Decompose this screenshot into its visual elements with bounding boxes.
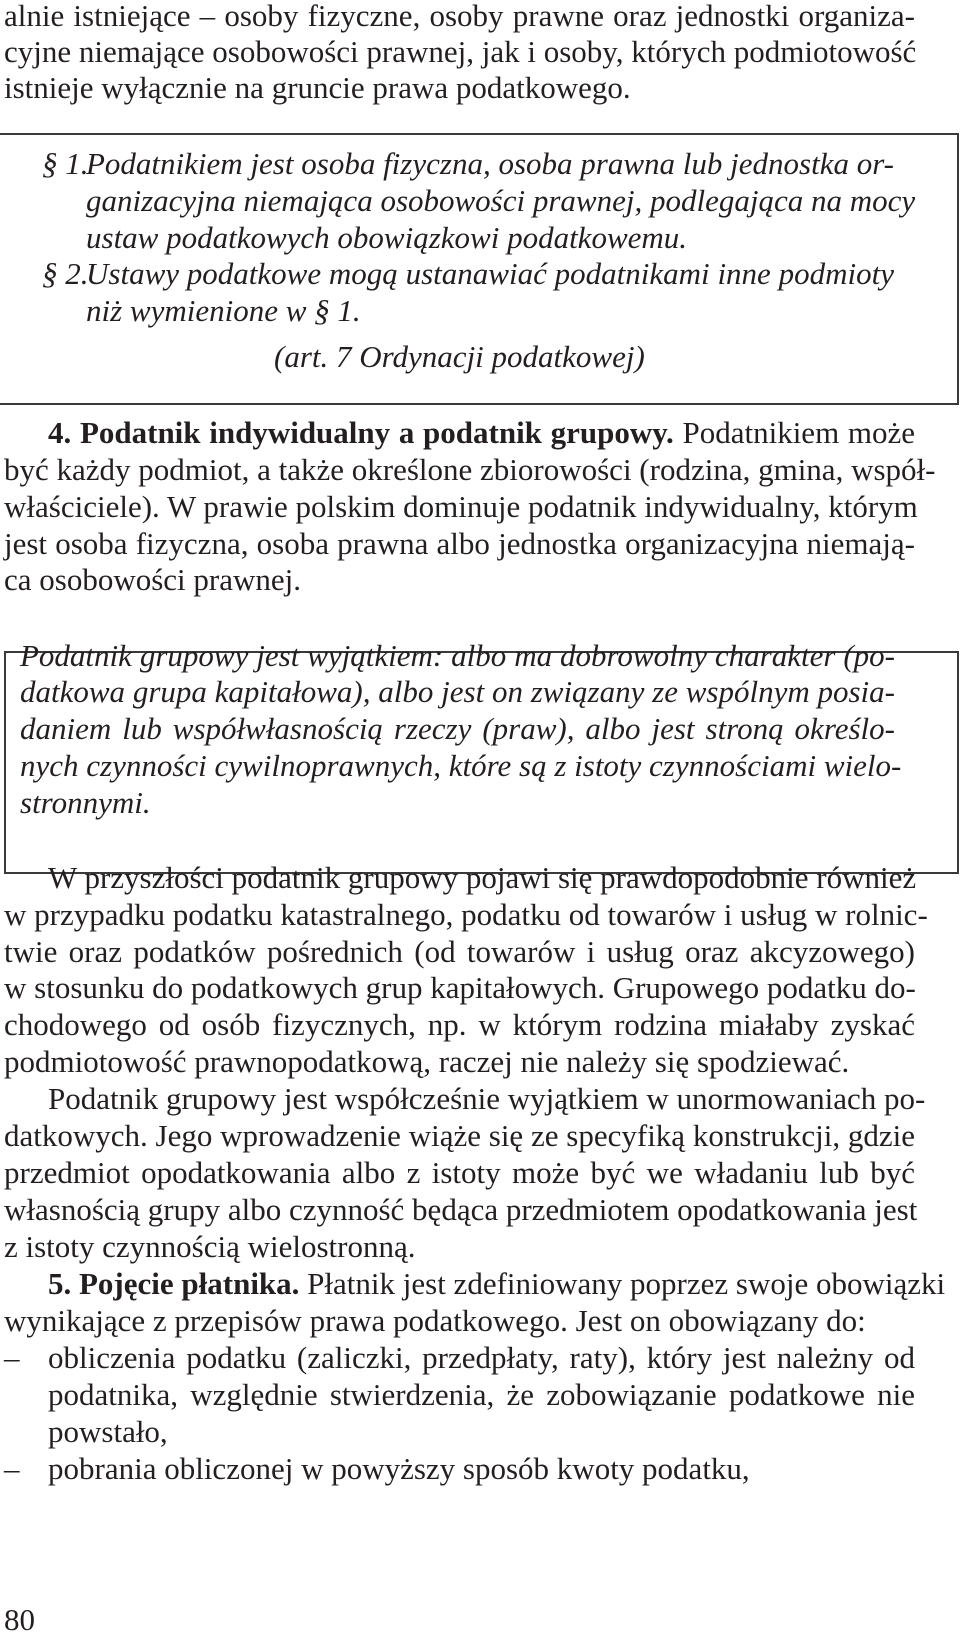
section-4-line-4: jest osoba fizyczna, osoba prawna albo jednostka organizacyjna niemają- — [4, 526, 915, 561]
intro-line-2: cyjne niemające osobowości prawnej, jak i osoby, których podmiotowość — [4, 34, 917, 69]
paragraph-2-marker: § 2. — [42, 256, 89, 291]
list-item-2-line-1: pobrania obliczonej w powyższy sposób kwoty podatku, — [48, 1451, 750, 1486]
list-item-1-line-3: powstało, — [48, 1414, 168, 1449]
future-para-line-1: W przyszłości podatnik grupowy pojawi się prawdopodobnie również — [48, 860, 917, 895]
quote1-p2-line-1: Ustawy podatkowe mogą ustanawiać podatnikami inne podmioty — [86, 256, 894, 291]
quote2-line-1: Podatnik grupowy jest wyjątkiem: albo ma dobrowolny charakter (po- — [20, 638, 895, 673]
intro-line-1: alnie istniejące – osoby fizyczne, osoby prawne oraz jednostki organiza- — [4, 0, 915, 33]
group-para-line-5: z istoty czynnością wielostronną. — [4, 1229, 416, 1264]
paragraph-1-marker: § 1. — [42, 146, 89, 181]
quote1-p1-line-2: ganizacyjna niemająca osobowości prawnej, podlegająca na mocy — [86, 183, 916, 218]
section-5-first-line — [48, 1265, 946, 1303]
future-para-line-6: podmiotowość prawnopodatkową, raczej nie należy się spodziewać. — [4, 1044, 850, 1079]
list-item-1-line-1: obliczenia podatku (zaliczki, przedpłaty, raty), który jest należny od — [48, 1340, 915, 1375]
section-5-first-line-text: Płatnik jest zdefiniowany poprzez swoje obowiązki — [299, 1266, 946, 1301]
quote2-line-5: stronnymi. — [20, 785, 151, 820]
quote1-p2-line-2: niż wymienione w § 1. — [86, 293, 361, 328]
quote1-p1-line-3: ustaw podatkowych obowiązkowi podatkowemu. — [86, 220, 688, 255]
quote2-line-4: nych czynności cywilnoprawnych, które są z istoty czynnościami wielo- — [20, 748, 902, 783]
group-para-line-1: Podatnik grupowy jest współcześnie wyjątkiem w unormowaniach po- — [48, 1081, 926, 1116]
section-4-line-5: ca osobowości prawnej. — [4, 562, 301, 597]
section-4-first-line — [48, 414, 915, 452]
group-para-line-2: datkowych. Jego wprowadzenie wiąże się ze specyfiką konstrukcji, gdzie — [4, 1118, 915, 1153]
section-4-line-2: być każdy podmiot, a także określone zbiorowości (rodzina, gmina, współ- — [4, 452, 936, 487]
section-5-line-2: wynikające z przepisów prawa podatkowego. Jest on obowiązany do: — [4, 1303, 866, 1338]
quote1-p1-line-1: Podatnikiem jest osoba fizyczna, osoba prawna lub jednostka or- — [86, 146, 894, 181]
group-para-line-3: przedmiot opodatkowania albo z istoty może być we władaniu lub być — [4, 1155, 915, 1190]
list-dash-1: – — [4, 1340, 20, 1375]
future-para-line-4: w stosunku do podatkowych grup kapitałowych. Grupowego podatku do- — [4, 970, 916, 1005]
list-dash-2: – — [4, 1451, 20, 1486]
page-number: 80 — [4, 1602, 35, 1637]
quote2-line-3: daniem lub współwłasnością rzeczy (praw), albo jest stroną określo- — [20, 711, 895, 746]
list-item-1-line-2: podatnika, względnie stwierdzenia, że zobowiązanie podatkowe nie — [48, 1377, 915, 1412]
section-5-heading: 5. Pojęcie płatnika. — [48, 1266, 300, 1301]
future-para-line-3: twie oraz podatków pośrednich (od towarów i usług oraz akcyzowego) — [4, 934, 915, 969]
section-4-first-line-text: Podatnikiem może — [673, 415, 915, 450]
section-4-heading: 4. Podatnik indywidualny a podatnik grupowy. — [48, 415, 674, 450]
quote2-line-2: datkowa grupa kapitałowa), albo jest on związany ze wspólnym posia- — [20, 674, 895, 709]
section-4-line-3: właściciele). W prawie polskim dominuje podatnik indywidualny, którym — [4, 489, 918, 524]
future-para-line-5: chodowego od osób fizycznych, np. w którym rodzina miałaby zyskać — [4, 1007, 915, 1042]
future-para-line-2: w przypadku podatku katastralnego, podatku od towarów i usług w rolnic- — [4, 897, 928, 932]
quote1-source: (art. 7 Ordynacji podatkowej) — [274, 339, 645, 374]
group-para-line-4: własnością grupy albo czynność będąca przedmiotem opodatkowania jest — [4, 1192, 918, 1227]
intro-line-3: istnieje wyłącznie na gruncie prawa podatkowego. — [4, 70, 631, 105]
